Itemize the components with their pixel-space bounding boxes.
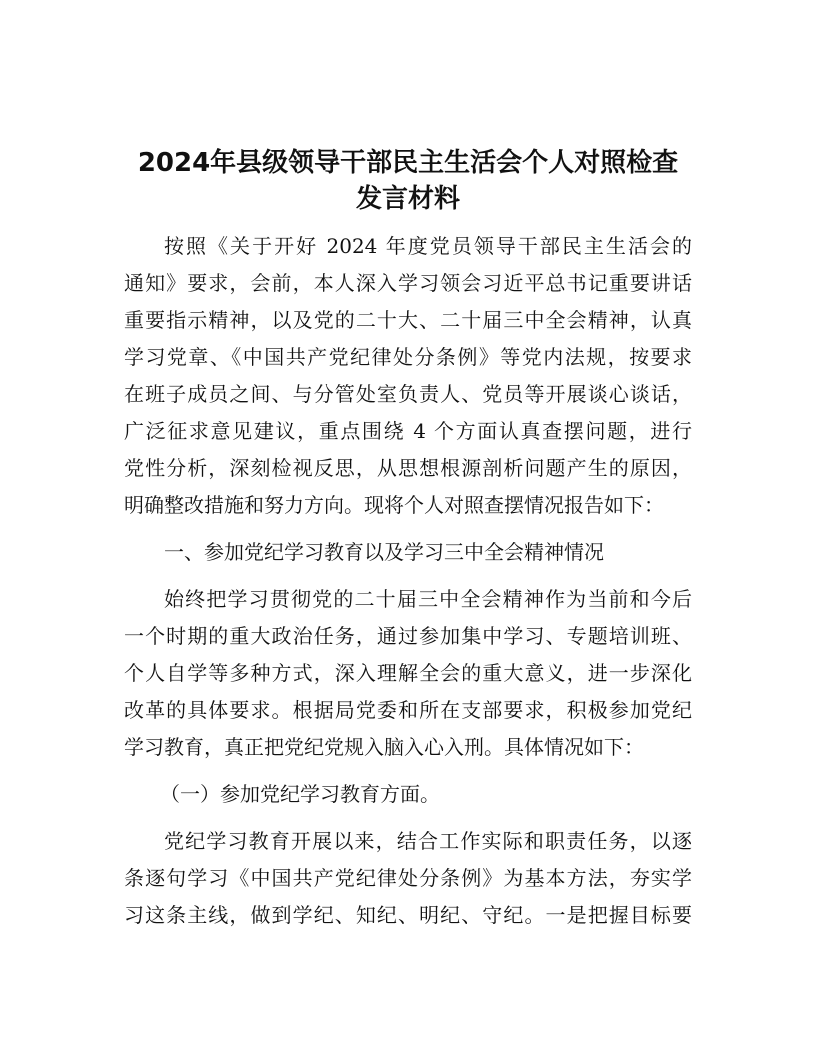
paragraph-line: 改革的具体要求。根据局党委和所在支部要求，积极参加党纪	[124, 698, 692, 722]
paragraph-line: 个人自学等多种方式，深入理解全会的重大意义，进一步深化	[124, 661, 692, 685]
paragraph-line: 习这条主线，做到学纪、知纪、明纪、守纪。一是把握目标要	[124, 903, 692, 927]
paragraph-line: 明确整改措施和努力方向。现将个人对照查摆情况报告如下：	[124, 493, 664, 517]
paragraph-line: 党性分析，深刻检视反思，从思想根源剖析问题产生的原因，	[124, 456, 692, 480]
document-title	[110, 145, 706, 217]
title-line-2: 发言材料	[355, 184, 460, 214]
paragraph-line: 始终把学习贯彻党的二十届三中全会精神作为当前和今后	[164, 587, 692, 611]
subsection-heading: （一）参加党纪学习教育方面。	[160, 782, 440, 806]
paragraph-line: 学习党章、《中国共产党纪律处分条例》等党内法规，按要求	[124, 345, 692, 369]
paragraph-line: 一个时期的重大政治任务，通过参加集中学习、专题培训班、	[124, 624, 692, 648]
paragraph-line: 通知》要求，会前，本人深入学习领会习近平总书记重要讲话	[124, 271, 692, 295]
paragraph-line: 学习教育，真正把党纪党规入脑入心入刑。具体情况如下：	[124, 735, 644, 759]
paragraph-line: 条逐句学习《中国共产党纪律处分条例》为基本方法，夯实学	[124, 866, 692, 890]
title-line-1: 2024年县级领导干部民主生活会个人对照检查	[137, 148, 679, 178]
paragraph-line: 按照《关于开好 2024 年度党员领导干部民主生活会的	[164, 234, 692, 258]
paragraph-line: 重要指示精神，以及党的二十大、二十届三中全会精神，认真	[124, 308, 692, 332]
paragraph-line: 党纪学习教育开展以来，结合工作实际和职责任务，以逐	[164, 829, 692, 853]
section-heading: 一、参加党纪学习教育以及学习三中全会精神情况	[164, 540, 604, 564]
paragraph-line: 广泛征求意见建议，重点围绕 4 个方面认真查摆问题，进行	[124, 419, 692, 443]
paragraph-line: 在班子成员之间、与分管处室负责人、党员等开展谈心谈话，	[124, 382, 692, 406]
